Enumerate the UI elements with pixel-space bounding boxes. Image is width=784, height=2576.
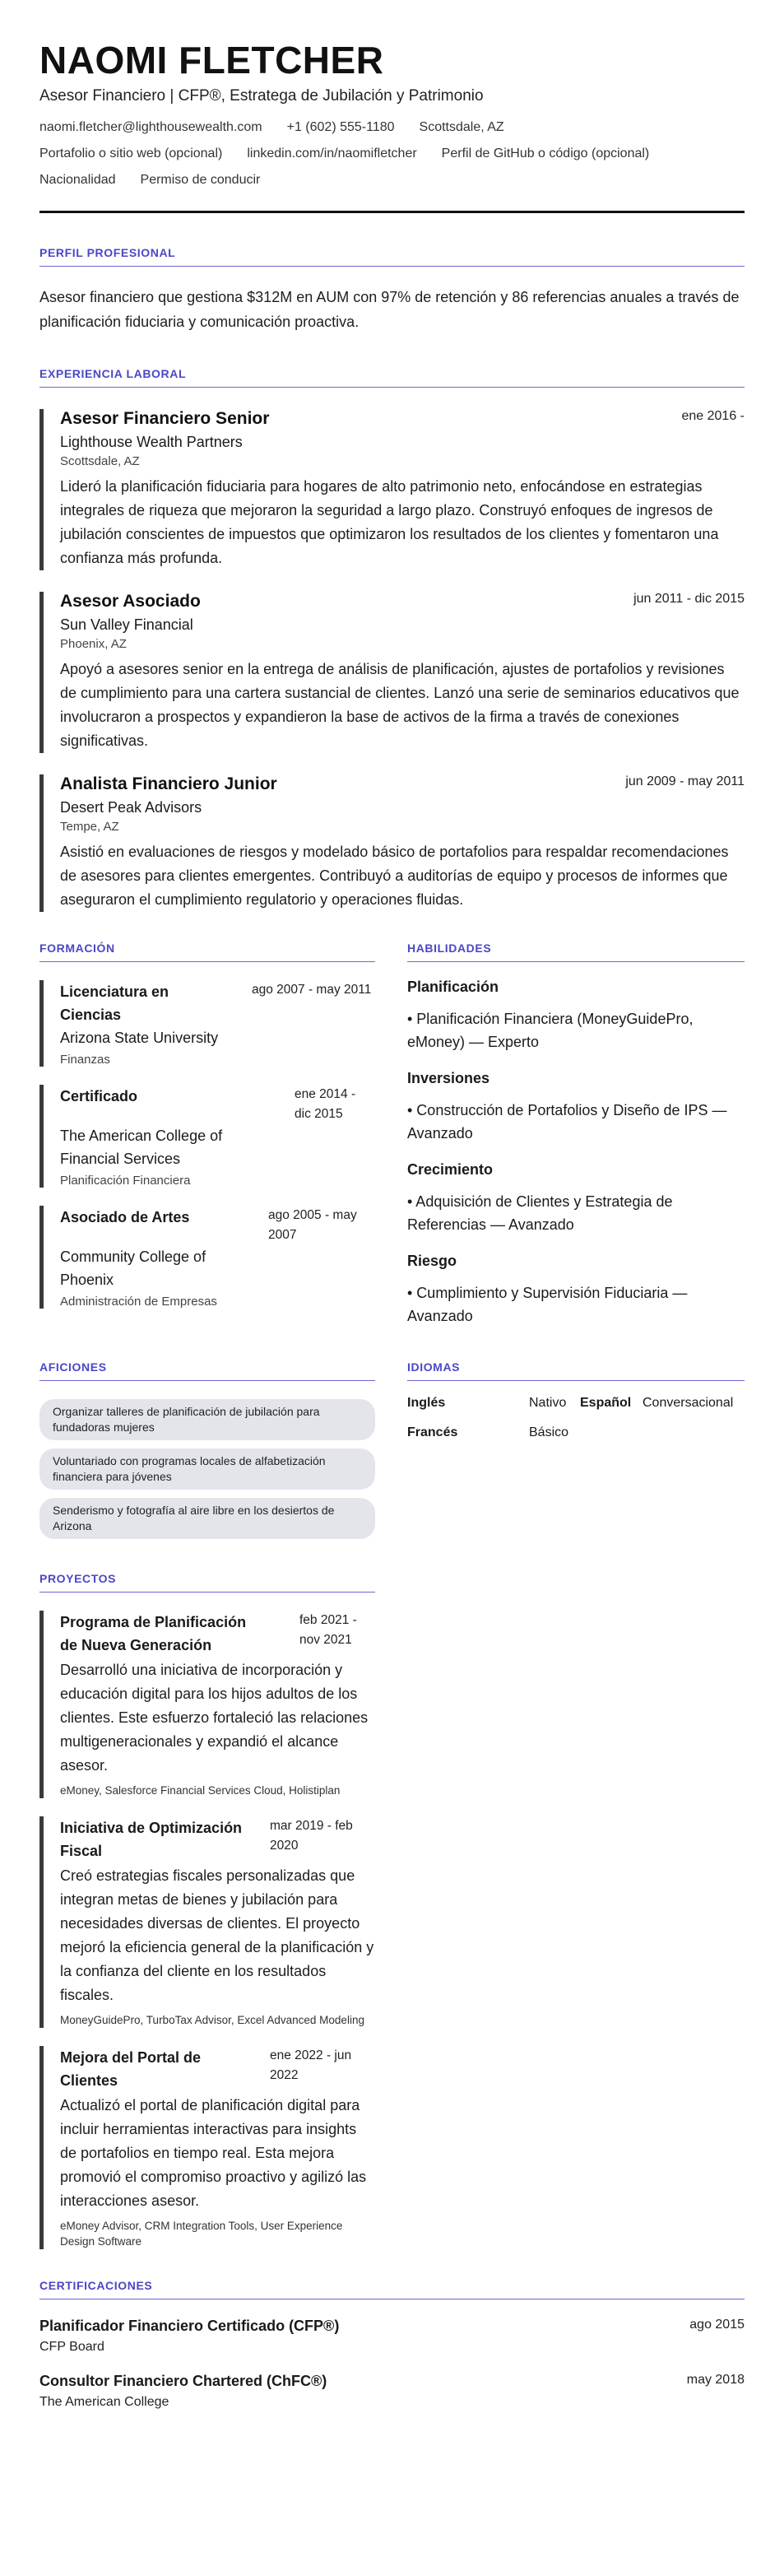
hobbies-section (39, 1360, 375, 1539)
contact-portfolio[interactable]: Portafolio o sitio web (opcional) (39, 146, 223, 160)
project-name: Programa de Planificación de Nueva Generación (60, 1614, 247, 1653)
experience-section (39, 367, 745, 912)
job-location: Scottsdale, AZ (60, 454, 140, 468)
skill-category: Crecimiento (407, 1161, 494, 1178)
degree-date: ago 2005 - may 2007 (268, 1208, 357, 1242)
contact-phone[interactable]: +1 (602) 555-1180 (286, 120, 395, 134)
job-date: jun 2009 - may 2011 (625, 774, 745, 788)
education-skills-row (39, 942, 745, 1328)
job-company: Sun Valley Financial (60, 616, 193, 633)
projects-column (39, 1572, 375, 2249)
certification-issuer: CFP Board (39, 2340, 104, 2354)
hobby-chip: Voluntariado con programas locales de alfabetización financiera para jóvenes (39, 1448, 375, 1490)
contact-license: Permiso de conducir (140, 173, 261, 187)
job-title: Asesor Asociado (60, 592, 201, 611)
certification-issuer: The American College (39, 2395, 169, 2409)
education-section (39, 942, 375, 1328)
contact-github[interactable]: Perfil de GitHub o código (opcional) (441, 146, 650, 160)
skill-category: Riesgo (407, 1253, 457, 1269)
contact-extra (39, 173, 745, 188)
language-row (407, 1396, 745, 1411)
language-level: Básico (529, 1425, 569, 1439)
certification-item (39, 2373, 745, 2410)
job-description: Asistió en evaluaciones de riesgos y modelado básico de portafolios para respaldar recomendaciones de asesores para clientes emergentes. Contribuyó a auditorías de equipo y procesos de informes que aseguraron el cumplimiento regulatorio y operaciones fluidas. (60, 844, 729, 908)
certification-name: Planificador Financiero Certificado (CFP®) (39, 2318, 340, 2334)
section-title-summary: PERFIL PROFESIONAL (39, 246, 745, 267)
skill-category: Planificación (407, 979, 499, 995)
job-date: ene 2016 - (681, 409, 745, 423)
project-date: mar 2019 - feb 2020 (270, 1819, 353, 1853)
project-item (39, 1816, 375, 2028)
contact-info (39, 120, 745, 135)
experience-item (39, 774, 745, 912)
education-item (39, 1085, 375, 1188)
job-location: Tempe, AZ (60, 820, 119, 834)
job-title: Asesor Financiero Senior (60, 409, 270, 428)
section-title-certifications: CERTIFICACIONES (39, 2279, 745, 2299)
candidate-headline: Asesor Financiero | CFP®, Estratega de Jubilación y Patrimonio (39, 87, 484, 105)
job-company: Desert Peak Advisors (60, 799, 202, 816)
experience-item (39, 409, 745, 570)
section-title-skills: HABILIDADES (407, 942, 745, 962)
section-title-projects: PROYECTOS (39, 1572, 375, 1593)
education-item (39, 1206, 375, 1309)
language-name: Francés (407, 1425, 458, 1439)
degree-date: ene 2014 - dic 2015 (295, 1087, 356, 1121)
skill-item: • Planificación Financiera (MoneyGuidePro, eMoney) — Experto (407, 1011, 694, 1050)
contact-email[interactable]: naomi.fletcher@lighthousewealth.com (39, 120, 262, 134)
project-description: Creó estrategias fiscales personalizadas que integran metas de bienes y jubilación para necesidades diversas de clientes. El proyecto mejoró la eficiencia general de la planificación y la confianza del cliente en los resultados fiscales. (60, 1867, 374, 2003)
project-item (39, 1611, 375, 1798)
language-level: Conversacional (643, 1396, 734, 1410)
projects-section (39, 1572, 745, 2249)
contact-links (39, 146, 745, 161)
skill-category: Inversiones (407, 1070, 490, 1086)
project-item (39, 2046, 375, 2249)
project-name: Mejora del Portal de Clientes (60, 2049, 202, 2089)
degree-title: Asociado de Artes (60, 1209, 190, 1225)
language-level: Nativo (529, 1396, 567, 1410)
language-row (407, 1425, 745, 1440)
certification-date: may 2018 (686, 2373, 745, 2387)
skill-item: • Adquisición de Clientes y Estrategia de Referencias — Avanzado (407, 1193, 673, 1233)
job-company: Lighthouse Wealth Partners (60, 434, 243, 450)
project-tech: MoneyGuidePro, TurboTax Advisor, Excel Advanced Modeling (60, 2014, 364, 2026)
hobbies-languages-row (39, 1360, 745, 1539)
school-name: The American College of Financial Services (60, 1128, 223, 1167)
section-title-education: FORMACIÓN (39, 942, 375, 962)
section-title-hobbies: AFICIONES (39, 1360, 375, 1381)
certifications-section (39, 2279, 745, 2410)
school-name: Arizona State University (60, 1030, 219, 1046)
contact-location: Scottsdale, AZ (419, 120, 504, 134)
school-name: Community College of Phoenix (60, 1248, 206, 1288)
job-date: jun 2011 - dic 2015 (633, 592, 745, 606)
project-tech: eMoney Advisor, CRM Integration Tools, User Experience Design Software (60, 2220, 343, 2248)
degree-date: ago 2007 - may 2011 (252, 983, 372, 997)
resume-header (39, 38, 745, 213)
section-title-experience: EXPERIENCIA LABORAL (39, 367, 745, 388)
certification-item (39, 2318, 745, 2355)
section-title-languages: IDIOMAS (407, 1360, 745, 1381)
hobby-chip: Organizar talleres de planificación de jubilación para fundadoras mujeres (39, 1399, 375, 1440)
job-description: Lideró la planificación fiduciaria para hogares de alto patrimonio neto, enfocándose en estrategias integrales de riqueza que mejoraron la seguridad a largo plazo. Construyó enfoques de ingresos de jubilación conscientes de impuestos que optimizaron los resultados de los clientes y fomentaron una confianza más profunda. (60, 478, 719, 566)
language-name: Español (580, 1396, 632, 1410)
skill-item: • Cumplimiento y Supervisión Fiduciaria — Avanzado (407, 1285, 688, 1324)
certification-date: ago 2015 (689, 2318, 745, 2332)
education-item (39, 980, 375, 1067)
job-title: Analista Financiero Junior (60, 774, 277, 793)
hobby-chip: Senderismo y fotografía al aire libre en los desiertos de Arizona (39, 1498, 375, 1539)
skill-item: • Construcción de Portafolios y Diseño de IPS — Avanzado (407, 1102, 727, 1142)
field-of-study: Administración de Empresas (60, 1295, 217, 1309)
summary-text: Asesor financiero que gestiona $312M en AUM con 97% de retención y 86 referencias anuales a través de planificación fiduciaria y comunicación proactiva. (39, 289, 740, 330)
experience-item (39, 592, 745, 753)
job-description: Apoyó a asesores senior en la entrega de análisis de planificación, ajustes de portafolios y revisiones de cumplimiento para una cartera sustancial de clientes. Lanzó una serie de seminarios educativos que involucraron a prospectos y expandieron la base de activos de la firma a través de conexiones significativas. (60, 661, 740, 749)
certification-name: Consultor Financiero Chartered (ChFC®) (39, 2373, 327, 2389)
project-date: ene 2022 - jun 2022 (270, 2048, 352, 2082)
contact-nationality: Nacionalidad (39, 173, 116, 187)
degree-title: Licenciatura en Ciencias (60, 983, 169, 1023)
project-description: Desarrolló una iniciativa de incorporación y educación digital para los hijos adultos de los clientes. Este esfuerzo fortaleció las relaciones multigeneracionales y expandió el alcance asesor. (60, 1662, 369, 1774)
field-of-study: Finanzas (60, 1053, 110, 1067)
skills-section (407, 942, 745, 1328)
candidate-name: NAOMI FLETCHER (39, 39, 384, 81)
language-name: Inglés (407, 1396, 446, 1410)
project-date: feb 2021 - nov 2021 (299, 1613, 357, 1647)
field-of-study: Planificación Financiera (60, 1174, 191, 1188)
header-divider (39, 211, 745, 213)
project-tech: eMoney, Salesforce Financial Services Cloud, Holistiplan (60, 1784, 341, 1797)
job-location: Phoenix, AZ (60, 637, 127, 651)
languages-section (407, 1360, 745, 1539)
project-description: Actualizó el portal de planificación digital para incluir herramientas interactivas para insights de portafolios en tiempo real. Esta mejora promovió el compromiso proactivo y agilizó las interacciones asesor. (60, 2097, 367, 2209)
project-name: Iniciativa de Optimización Fiscal (60, 1820, 243, 1859)
summary-section (39, 246, 745, 334)
contact-linkedin[interactable]: linkedin.com/in/naomifletcher (247, 146, 417, 160)
degree-title: Certificado (60, 1088, 138, 1104)
